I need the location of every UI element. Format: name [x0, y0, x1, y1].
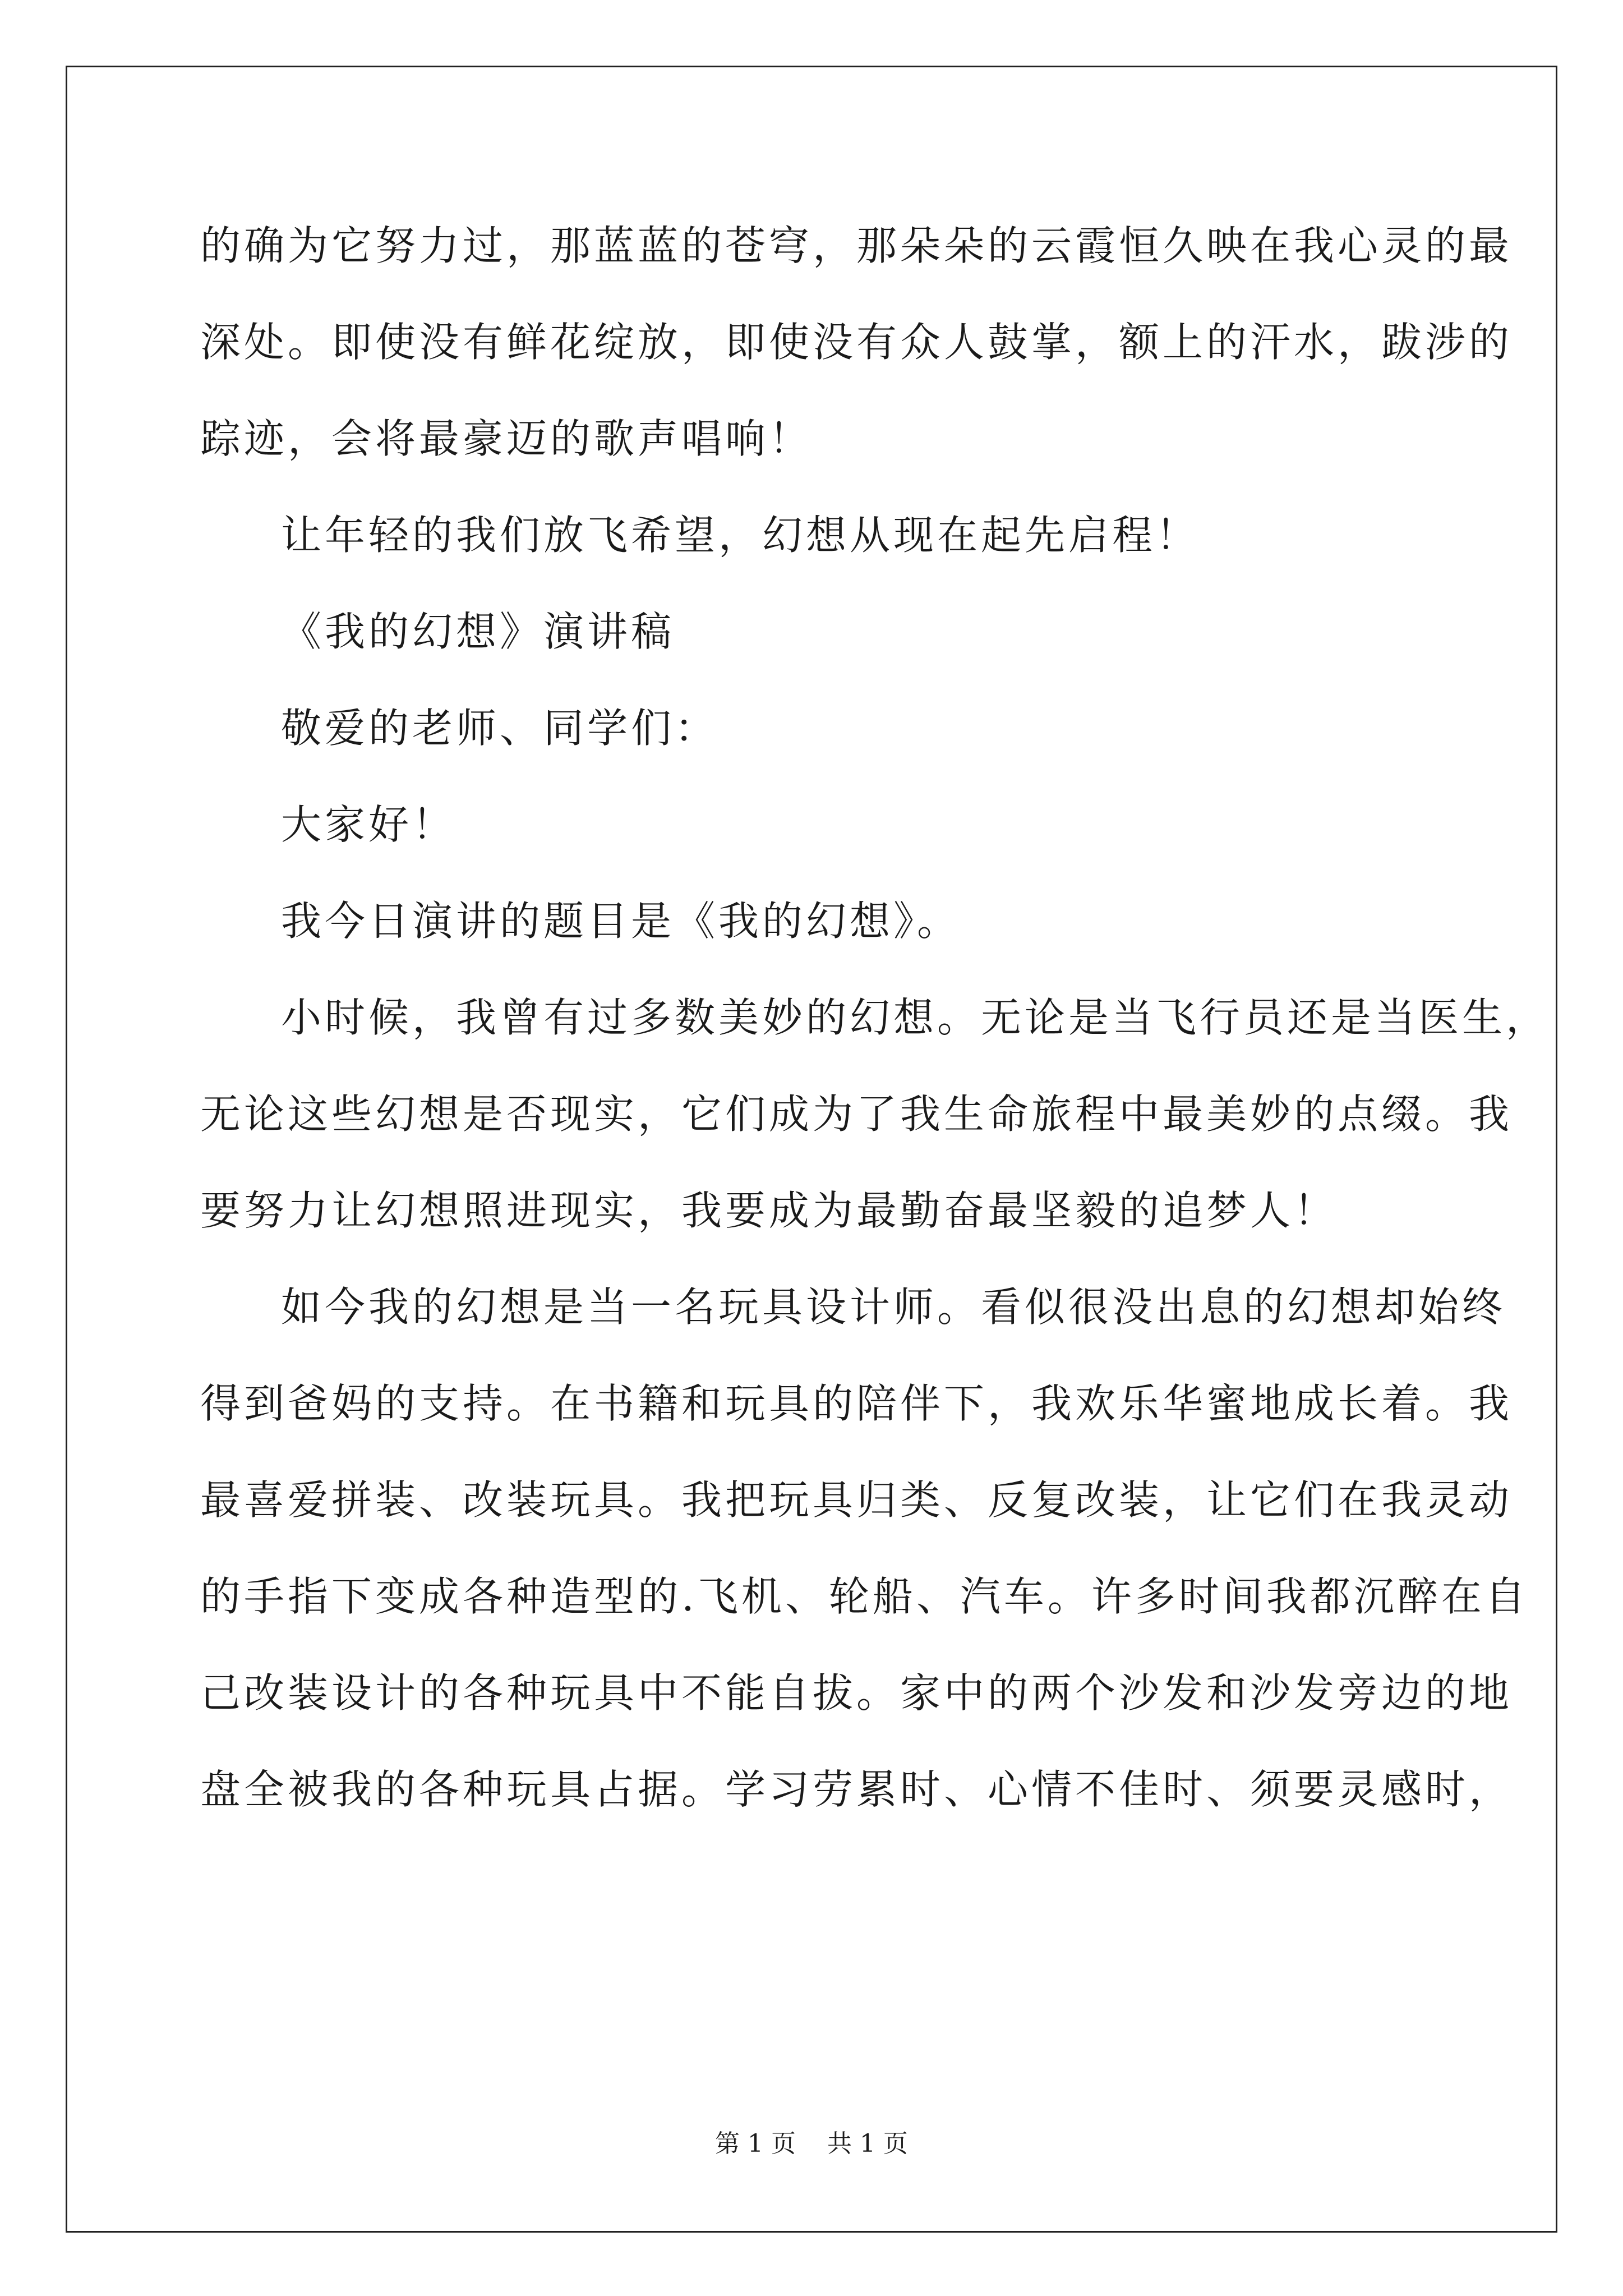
text-line: 如今我的幻想是当一名玩具设计师。看似很没出息的幻想却始终: [281, 1283, 1506, 1331]
text-line: 己改装设计的各种玩具中不能自拔。家中的两个沙发和沙发旁边的地: [200, 1669, 1513, 1717]
salutation: 敬爱的老师、同学们：: [281, 705, 719, 752]
text-line: 最喜爱拼装、改装玩具。我把玩具归类、反复改装，让它们在我灵动: [200, 1476, 1513, 1524]
page-number-footer: 第 1 页 共 1 页: [715, 2129, 908, 2158]
speech-title: 《我的幻想》演讲稿: [281, 608, 675, 655]
text-line: 盘全被我的各种玩具占据。学习劳累时、心情不佳时、须要灵感时，: [200, 1766, 1513, 1813]
text-line: 我今日演讲的题目是《我的幻想》。: [281, 898, 961, 945]
text-line: 踪迹，会将最豪迈的歌声唱响！: [200, 415, 813, 462]
document-body: [200, 197, 1550, 1838]
text-line: 得到爸妈的支持。在书籍和玩具的陪伴下，我欢乐华蜜地成长着。我: [200, 1380, 1513, 1427]
text-line: 要努力让幻想照进现实，我要成为最勤奋最坚毅的追梦人！: [200, 1187, 1338, 1234]
greeting: 大家好！: [281, 801, 457, 848]
text-line: 的手指下变成各种造型的.飞机、轮船、汽车。许多时间我都沉醉在自: [200, 1573, 1529, 1620]
text-line: 无论这些幻想是否现实，它们成为了我生命旅程中最美妙的点缀。我: [200, 1091, 1513, 1138]
text-line: 小时候，我曾有过多数美妙的幻想。无论是当飞行员还是当医生，: [281, 994, 1550, 1041]
text-line: 让年轻的我们放飞希望，幻想从现在起先启程！: [281, 512, 1200, 559]
text-line: 的确为它努力过，那蓝蓝的苍穹，那朵朵的云霞恒久映在我心灵的最: [200, 222, 1513, 269]
text-line: 深处。即使没有鲜花绽放，即使没有众人鼓掌，额上的汗水，跋涉的: [200, 319, 1513, 366]
